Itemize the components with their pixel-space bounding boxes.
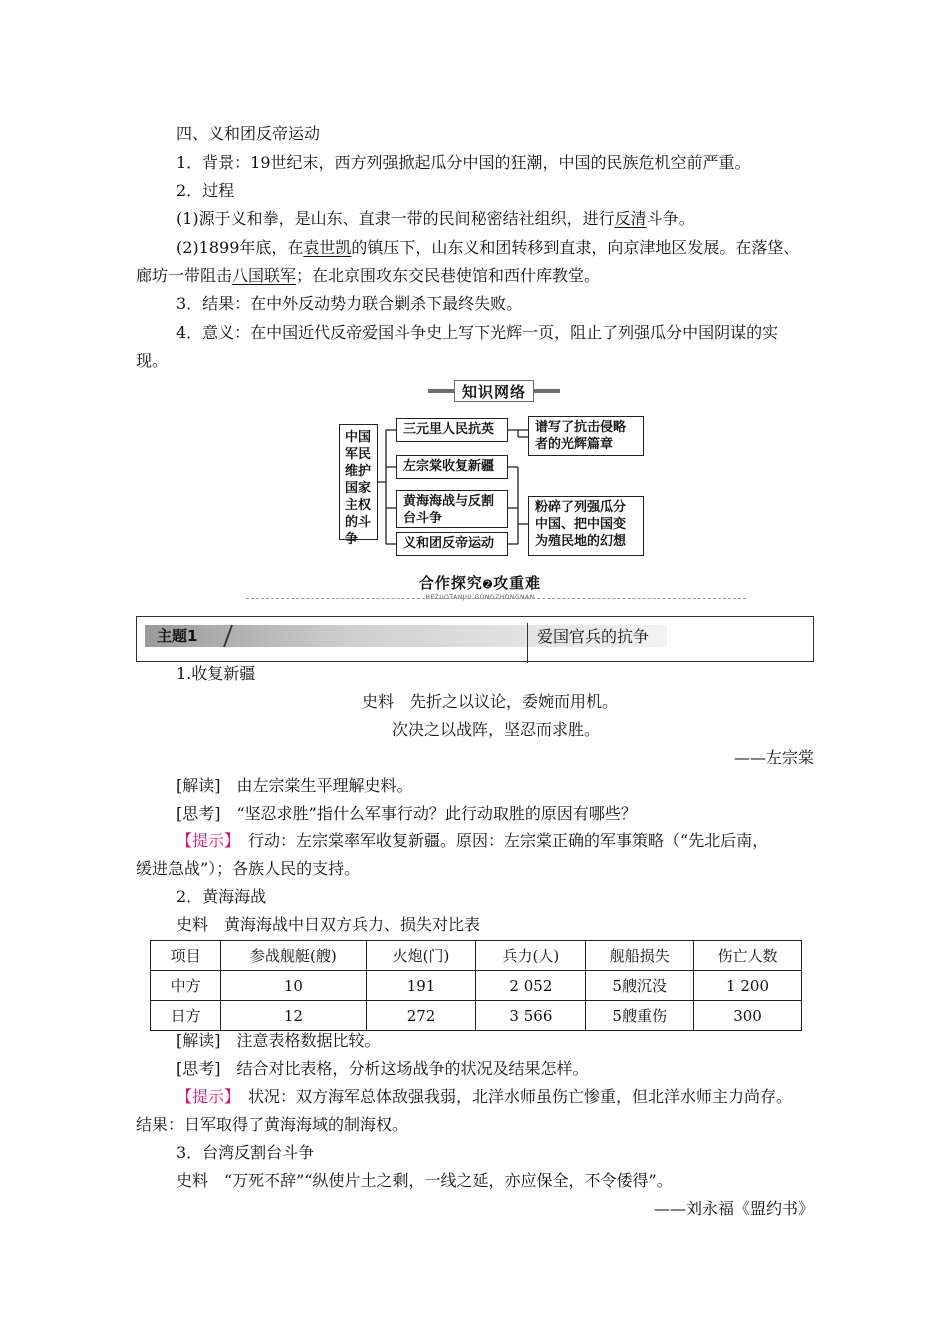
table-cell: 中方 bbox=[151, 971, 221, 1001]
part1-quote-1: 史料 先折之以议论，委婉而用机。 bbox=[362, 692, 619, 711]
table-cell: 12 bbox=[221, 1001, 366, 1031]
part2-thinking: [思考] 结合对比表格，分析这场战争的状况及结果怎样。 bbox=[176, 1059, 589, 1078]
network-node-1: 三元里人民抗英 bbox=[396, 418, 508, 442]
table-cell: 5艘重伤 bbox=[586, 1001, 694, 1031]
underlined-term: 八国联军 bbox=[232, 266, 297, 285]
part3-source: ——刘永福《盟约书》 bbox=[653, 1199, 814, 1218]
process-point-2: (2)1899年底，在袁世凯的镇压下，山东义和团转移到直隶，向京津地区发展。在落垡、 bbox=[176, 238, 800, 257]
divider bbox=[246, 598, 746, 599]
part2-heading: 2．黄海海战 bbox=[176, 887, 267, 906]
network-root: 中国军民维护国家主权的斗争 bbox=[339, 424, 378, 540]
part2-caption: 史料 黄海海战中日双方兵力、损失对比表 bbox=[176, 915, 481, 934]
part2-hint-cont: 结果：日军取得了黄海海域的制海权。 bbox=[136, 1115, 409, 1134]
part2-reading: [解读] 注意表格数据比较。 bbox=[176, 1031, 381, 1050]
part1-reading: [解读] 由左宗棠生平理解史料。 bbox=[176, 776, 413, 795]
significance-item: 4．意义：在中国近代反帝爱国斗争史上写下光辉一页，阻止了列强瓜分中国阴谋的实 bbox=[176, 323, 779, 342]
table-row bbox=[151, 1001, 802, 1031]
table-cell: 272 bbox=[366, 1001, 476, 1031]
table-cell: 5艘沉没 bbox=[586, 971, 694, 1001]
banner-label: 知识网络 bbox=[454, 380, 534, 402]
explore-pinyin: HEZUOTANJIU GONGZHONGNAN bbox=[425, 594, 535, 601]
network-outcome-2: 粉碎了列强瓜分中国、把中国变为殖民地的幻想 bbox=[528, 496, 644, 556]
part3-quote: 史料 “万死不辞”“纵使片土之剩，一线之延，亦应保全，不令倭得”。 bbox=[176, 1171, 673, 1190]
underlined-term: 袁世凯 bbox=[303, 238, 352, 257]
table-cell: 10 bbox=[221, 971, 366, 1001]
network-node-2: 左宗棠收复新疆 bbox=[396, 455, 508, 479]
part1-thinking: [思考] “坚忍求胜”指什么军事行动？此行动取胜的原因有哪些？ bbox=[176, 804, 637, 823]
process-point-2-cont: 廊坊一带阻击八国联军；在北京围攻东交民巷使馆和西什库教堂。 bbox=[136, 266, 601, 285]
topic-title: 爱国官兵的抗争 bbox=[537, 627, 650, 646]
process-point-1: (1)源于义和拳，是山东、直隶一带的民间秘密结社组织，进行反清斗争。 bbox=[176, 209, 695, 228]
table-cell: 2 052 bbox=[476, 971, 586, 1001]
part2-hint: 【提示】 状况：双方海军总体敌强我弱，北洋水师虽伤亡惨重，但北洋水师主力尚存。 bbox=[176, 1087, 793, 1106]
network-node-3: 黄海海战与反割台斗争 bbox=[396, 490, 508, 528]
topic-box bbox=[136, 616, 814, 662]
tag-slash bbox=[223, 625, 233, 647]
table-header: 参战舰艇(艘) bbox=[221, 941, 366, 971]
table-cell: 1 200 bbox=[694, 971, 802, 1001]
topic-divider bbox=[527, 623, 528, 663]
network-node-4: 义和团反帝运动 bbox=[396, 532, 508, 556]
arrow-icon: ➋ bbox=[482, 578, 494, 591]
table-header-row bbox=[151, 941, 802, 971]
network-outcome-1: 谱写了抗击侵略者的光辉篇章 bbox=[528, 416, 644, 456]
table-cell: 3 566 bbox=[476, 1001, 586, 1031]
part3-heading: 3．台湾反割台斗争 bbox=[176, 1143, 315, 1162]
table-header: 兵力(人) bbox=[476, 941, 586, 971]
table-row bbox=[151, 971, 802, 1001]
topic-label: 主题1 bbox=[157, 627, 198, 645]
significance-item-cont: 现。 bbox=[136, 351, 169, 370]
result-item: 3．结果：在中外反动势力联合剿杀下最终失败。 bbox=[176, 294, 523, 313]
part1-source: ——左宗棠 bbox=[733, 748, 814, 767]
explore-title-2: 攻重难 bbox=[493, 574, 542, 592]
battle-comparison-table bbox=[150, 940, 802, 1031]
table-header: 舰船损失 bbox=[586, 941, 694, 971]
table-cell: 300 bbox=[694, 1001, 802, 1031]
table-cell: 日方 bbox=[151, 1001, 221, 1031]
background-item: 1．背景：19世纪末，西方列强掀起瓜分中国的狂潮，中国的民族危机空前严重。 bbox=[176, 153, 751, 172]
explore-header bbox=[380, 574, 580, 604]
table-header: 项目 bbox=[151, 941, 221, 971]
section-heading: 四、义和团反帝运动 bbox=[176, 124, 321, 143]
process-item: 2．过程 bbox=[176, 181, 235, 200]
part1-quote-2: 次决之以战阵，坚忍而求胜。 bbox=[392, 720, 601, 739]
hint-label: 【提示】 bbox=[176, 1087, 233, 1106]
part1-hint: 【提示】 行动：左宗棠率军收复新疆。原因：左宗棠正确的军事策略（“先北后南， bbox=[176, 831, 769, 850]
explore-title: 合作探究 bbox=[418, 574, 483, 592]
table-cell: 191 bbox=[366, 971, 476, 1001]
hint-label: 【提示】 bbox=[176, 831, 233, 850]
underlined-term: 反清 bbox=[614, 209, 647, 228]
table-header: 伤亡人数 bbox=[694, 941, 802, 971]
table-header: 火炮(门) bbox=[366, 941, 476, 971]
part1-hint-cont: 缓进急战”）；各族人民的支持。 bbox=[136, 859, 361, 878]
part1-heading: 1.收复新疆 bbox=[176, 664, 256, 683]
